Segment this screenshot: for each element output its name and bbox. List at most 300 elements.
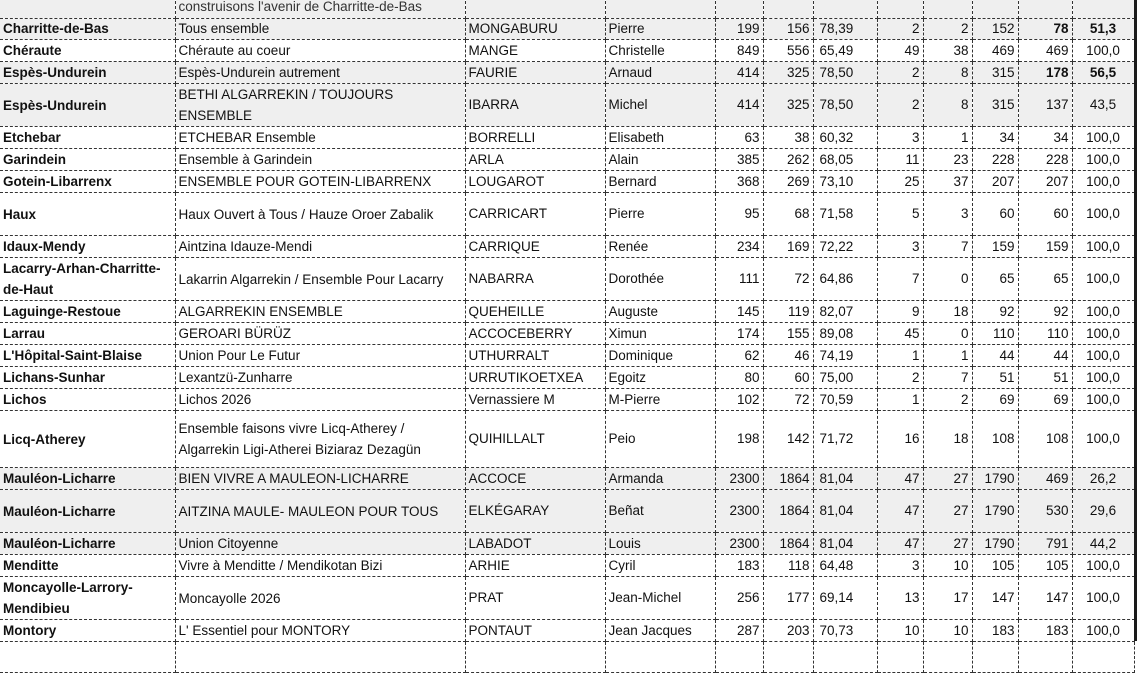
votes-cell: 469 — [1018, 468, 1072, 490]
registered-cell: 199 — [715, 19, 763, 40]
candidate-lastname-cell: PONTAUT — [465, 620, 605, 642]
null-votes-cell: 2 — [923, 19, 972, 40]
candidate-lastname-cell: Vernassiere M — [465, 389, 605, 411]
turnout-cell: 72,22 — [813, 236, 877, 258]
voters-cell: 72 — [763, 389, 813, 411]
list-name-cell: Vivre à Menditte / Mendikotan Bizi — [175, 555, 465, 577]
expressed-votes-cell: 152 — [972, 19, 1018, 40]
candidate-firstname-cell: Armanda — [605, 468, 715, 490]
vote-percent-cell: 51,3 — [1072, 19, 1134, 40]
registered-cell: 95 — [715, 193, 763, 236]
blank-votes-cell: 13 — [877, 577, 923, 620]
blank-votes-cell: 3 — [877, 127, 923, 149]
expressed-votes-cell: 183 — [972, 620, 1018, 642]
blank-votes-cell: 45 — [877, 323, 923, 345]
voters-cell — [763, 0, 813, 19]
vote-percent-cell: 43,5 — [1072, 84, 1134, 127]
turnout-cell: 81,04 — [813, 490, 877, 533]
turnout-cell: 65,49 — [813, 40, 877, 62]
candidate-firstname-cell: Dorothée — [605, 258, 715, 301]
list-name-cell: Moncayolle 2026 — [175, 577, 465, 620]
candidate-lastname-cell: URRUTIKOETXEA — [465, 367, 605, 389]
commune-cell: Lichans-Sunhar — [0, 367, 175, 389]
blank-votes-cell: 11 — [877, 149, 923, 171]
voters-cell: 38 — [763, 127, 813, 149]
candidate-lastname-cell: ARHIE — [465, 555, 605, 577]
blank-votes-cell: 47 — [877, 468, 923, 490]
table-row — [0, 468, 1134, 490]
candidate-lastname-cell — [465, 0, 605, 19]
turnout-cell: 60,32 — [813, 127, 877, 149]
commune-cell: Gotein-Libarrenx — [0, 171, 175, 193]
table-row — [0, 389, 1134, 411]
candidate-firstname-cell: Egoitz — [605, 367, 715, 389]
expressed-votes-cell: 315 — [972, 84, 1018, 127]
list-name-cell: Ensemble faisons vivre Licq-Atherey / Algarrekin Ligi-Atherei Biziaraz Dezagün — [175, 411, 465, 468]
candidate-firstname-cell: Ximun — [605, 323, 715, 345]
null-votes-cell: 10 — [923, 620, 972, 642]
turnout-cell: 68,05 — [813, 149, 877, 171]
blank-votes-cell: 7 — [877, 258, 923, 301]
null-votes-cell: 18 — [923, 301, 972, 323]
expressed-votes-cell: 44 — [972, 345, 1018, 367]
blank-votes-cell: 49 — [877, 40, 923, 62]
table-row — [0, 620, 1134, 642]
list-name-cell: Lichos 2026 — [175, 389, 465, 411]
registered-cell: 145 — [715, 301, 763, 323]
null-votes-cell: 10 — [923, 555, 972, 577]
blank-votes-cell: 5 — [877, 193, 923, 236]
table-row — [0, 301, 1134, 323]
candidate-firstname-cell: Auguste — [605, 301, 715, 323]
expressed-votes-cell: 65 — [972, 258, 1018, 301]
voters-cell: 142 — [763, 411, 813, 468]
vote-percent-cell: 100,0 — [1072, 367, 1134, 389]
candidate-lastname-cell: ELKÉGARAY — [465, 490, 605, 533]
blank-votes-cell: 47 — [877, 490, 923, 533]
candidate-firstname-cell: Dominique — [605, 345, 715, 367]
turnout-cell: 70,73 — [813, 620, 877, 642]
voters-cell: 556 — [763, 40, 813, 62]
turnout-cell: 78,50 — [813, 62, 877, 84]
vote-percent-cell: 100,0 — [1072, 411, 1134, 468]
expressed-votes-cell: 105 — [972, 555, 1018, 577]
null-votes-cell: 8 — [923, 84, 972, 127]
commune-cell: Garindein — [0, 149, 175, 171]
candidate-lastname-cell: LOUGAROT — [465, 171, 605, 193]
blank-votes-cell: 16 — [877, 411, 923, 468]
expressed-votes-cell: 1790 — [972, 533, 1018, 555]
commune-cell: Larrau — [0, 323, 175, 345]
registered-cell: 414 — [715, 62, 763, 84]
list-name-cell: Aintzina Idauze-Mendi — [175, 236, 465, 258]
commune-cell: Etchebar — [0, 127, 175, 149]
turnout-cell: 69,14 — [813, 577, 877, 620]
null-votes-cell: 27 — [923, 490, 972, 533]
blank-votes-cell — [877, 642, 923, 673]
list-name-cell: L' Essentiel pour MONTORY — [175, 620, 465, 642]
blank-votes-cell: 2 — [877, 62, 923, 84]
commune-cell: Espès-Undurein — [0, 62, 175, 84]
blank-votes-cell: 1 — [877, 389, 923, 411]
table-row — [0, 62, 1134, 84]
votes-cell: 530 — [1018, 490, 1072, 533]
candidate-firstname-cell: Pierre — [605, 19, 715, 40]
registered-cell: 385 — [715, 149, 763, 171]
vote-percent-cell — [1072, 0, 1134, 19]
registered-cell: 183 — [715, 555, 763, 577]
turnout-cell: 64,86 — [813, 258, 877, 301]
blank-votes-cell: 3 — [877, 555, 923, 577]
turnout-cell: 71,58 — [813, 193, 877, 236]
expressed-votes-cell: 60 — [972, 193, 1018, 236]
expressed-votes-cell: 51 — [972, 367, 1018, 389]
candidate-lastname-cell: ACCOCE — [465, 468, 605, 490]
list-name-cell: AITZINA MAULE- MAULEON POUR TOUS — [175, 490, 465, 533]
votes-cell: 44 — [1018, 345, 1072, 367]
expressed-votes-cell: 1790 — [972, 490, 1018, 533]
vote-percent-cell: 100,0 — [1072, 171, 1134, 193]
candidate-lastname-cell: BORRELLI — [465, 127, 605, 149]
table-row — [0, 258, 1134, 301]
commune-cell: Chéraute — [0, 40, 175, 62]
expressed-votes-cell: 159 — [972, 236, 1018, 258]
expressed-votes-cell: 69 — [972, 389, 1018, 411]
commune-cell: Moncayolle-Larrory-Mendibieu — [0, 577, 175, 620]
expressed-votes-cell: 207 — [972, 171, 1018, 193]
candidate-lastname-cell: ARLA — [465, 149, 605, 171]
list-name-cell: construisons l'avenir de Charritte-de-Bas — [175, 0, 465, 19]
null-votes-cell: 27 — [923, 468, 972, 490]
expressed-votes-cell — [972, 642, 1018, 673]
turnout-cell — [813, 642, 877, 673]
table-row — [0, 345, 1134, 367]
vote-percent-cell — [1072, 642, 1134, 673]
commune-cell: Laguinge-Restoue — [0, 301, 175, 323]
registered-cell: 63 — [715, 127, 763, 149]
list-name-cell: Union Pour Le Futur — [175, 345, 465, 367]
vote-percent-cell: 100,0 — [1072, 620, 1134, 642]
candidate-lastname-cell: MANGE — [465, 40, 605, 62]
expressed-votes-cell — [972, 0, 1018, 19]
votes-cell: 60 — [1018, 193, 1072, 236]
candidate-lastname-cell — [465, 642, 605, 673]
blank-votes-cell: 2 — [877, 19, 923, 40]
candidate-firstname-cell: M-Pierre — [605, 389, 715, 411]
expressed-votes-cell: 108 — [972, 411, 1018, 468]
voters-cell: 325 — [763, 62, 813, 84]
table-row — [0, 367, 1134, 389]
null-votes-cell: 1 — [923, 345, 972, 367]
null-votes-cell: 27 — [923, 533, 972, 555]
commune-cell: Menditte — [0, 555, 175, 577]
expressed-votes-cell: 469 — [972, 40, 1018, 62]
vote-percent-cell: 26,2 — [1072, 468, 1134, 490]
candidate-lastname-cell: LABADOT — [465, 533, 605, 555]
vote-percent-cell: 100,0 — [1072, 323, 1134, 345]
vote-percent-cell: 100,0 — [1072, 40, 1134, 62]
commune-cell: Haux — [0, 193, 175, 236]
sheet-right-border — [1134, 0, 1137, 641]
expressed-votes-cell: 110 — [972, 323, 1018, 345]
turnout-cell: 64,48 — [813, 555, 877, 577]
candidate-lastname-cell: CARRICART — [465, 193, 605, 236]
blank-votes-cell: 10 — [877, 620, 923, 642]
candidate-firstname-cell: Pierre — [605, 193, 715, 236]
commune-cell: Charritte-de-Bas — [0, 19, 175, 40]
voters-cell: 203 — [763, 620, 813, 642]
candidate-firstname-cell: Arnaud — [605, 62, 715, 84]
voters-cell: 72 — [763, 258, 813, 301]
expressed-votes-cell: 147 — [972, 577, 1018, 620]
list-name-cell: BETHI ALGARREKIN / TOUJOURS ENSEMBLE — [175, 84, 465, 127]
voters-cell: 68 — [763, 193, 813, 236]
null-votes-cell: 1 — [923, 127, 972, 149]
turnout-cell — [813, 0, 877, 19]
list-name-cell: Lakarrin Algarrekin / Ensemble Pour Lacarry — [175, 258, 465, 301]
null-votes-cell: 23 — [923, 149, 972, 171]
candidate-firstname-cell: Elisabeth — [605, 127, 715, 149]
voters-cell: 118 — [763, 555, 813, 577]
commune-cell: Lacarry-Arhan-Charritte-de-Haut — [0, 258, 175, 301]
turnout-cell: 74,19 — [813, 345, 877, 367]
turnout-cell: 78,50 — [813, 84, 877, 127]
turnout-cell: 73,10 — [813, 171, 877, 193]
list-name-cell: Chéraute au coeur — [175, 40, 465, 62]
candidate-lastname-cell: CARRIQUE — [465, 236, 605, 258]
commune-cell — [0, 642, 175, 673]
null-votes-cell: 0 — [923, 258, 972, 301]
registered-cell: 111 — [715, 258, 763, 301]
registered-cell: 80 — [715, 367, 763, 389]
null-votes-cell: 7 — [923, 236, 972, 258]
list-name-cell: ETCHEBAR Ensemble — [175, 127, 465, 149]
list-name-cell: Ensemble à Garindein — [175, 149, 465, 171]
table-row — [0, 323, 1134, 345]
voters-cell: 156 — [763, 19, 813, 40]
vote-percent-cell: 100,0 — [1072, 127, 1134, 149]
votes-cell: 34 — [1018, 127, 1072, 149]
votes-cell: 137 — [1018, 84, 1072, 127]
list-name-cell: ALGARREKIN ENSEMBLE — [175, 301, 465, 323]
registered-cell: 102 — [715, 389, 763, 411]
blank-votes-cell: 2 — [877, 367, 923, 389]
registered-cell: 287 — [715, 620, 763, 642]
voters-cell: 46 — [763, 345, 813, 367]
votes-cell: 469 — [1018, 40, 1072, 62]
table-row — [0, 642, 1134, 673]
candidate-firstname-cell: Cyril — [605, 555, 715, 577]
null-votes-cell: 7 — [923, 367, 972, 389]
commune-cell: Montory — [0, 620, 175, 642]
table-row — [0, 555, 1134, 577]
null-votes-cell: 38 — [923, 40, 972, 62]
list-name-cell: Tous ensemble — [175, 19, 465, 40]
candidate-firstname-cell: Renée — [605, 236, 715, 258]
candidate-firstname-cell: Beñat — [605, 490, 715, 533]
candidate-firstname-cell: Bernard — [605, 171, 715, 193]
registered-cell: 234 — [715, 236, 763, 258]
turnout-cell: 70,59 — [813, 389, 877, 411]
list-name-cell — [175, 642, 465, 673]
vote-percent-cell: 100,0 — [1072, 193, 1134, 236]
turnout-cell: 89,08 — [813, 323, 877, 345]
null-votes-cell: 8 — [923, 62, 972, 84]
voters-cell: 262 — [763, 149, 813, 171]
vote-percent-cell: 56,5 — [1072, 62, 1134, 84]
candidate-lastname-cell: UTHURRALT — [465, 345, 605, 367]
votes-cell: 159 — [1018, 236, 1072, 258]
voters-cell: 177 — [763, 577, 813, 620]
commune-cell — [0, 0, 175, 19]
candidate-lastname-cell: NABARRA — [465, 258, 605, 301]
blank-votes-cell — [877, 0, 923, 19]
list-name-cell: Lexantzü-Zunharre — [175, 367, 465, 389]
commune-cell: Mauléon-Licharre — [0, 468, 175, 490]
votes-cell: 51 — [1018, 367, 1072, 389]
blank-votes-cell: 9 — [877, 301, 923, 323]
table-row — [0, 411, 1134, 468]
commune-cell: L'Hôpital-Saint-Blaise — [0, 345, 175, 367]
voters-cell: 155 — [763, 323, 813, 345]
table-row — [0, 19, 1134, 40]
candidate-lastname-cell: QUEHEILLE — [465, 301, 605, 323]
turnout-cell: 71,72 — [813, 411, 877, 468]
blank-votes-cell: 25 — [877, 171, 923, 193]
vote-percent-cell: 100,0 — [1072, 389, 1134, 411]
list-name-cell: BIEN VIVRE A MAULEON-LICHARRE — [175, 468, 465, 490]
expressed-votes-cell: 92 — [972, 301, 1018, 323]
vote-percent-cell: 100,0 — [1072, 577, 1134, 620]
commune-cell: Mauléon-Licharre — [0, 490, 175, 533]
vote-percent-cell: 29,6 — [1072, 490, 1134, 533]
list-name-cell: Union Citoyenne — [175, 533, 465, 555]
candidate-firstname-cell: Louis — [605, 533, 715, 555]
voters-cell: 1864 — [763, 490, 813, 533]
voters-cell: 119 — [763, 301, 813, 323]
votes-cell: 228 — [1018, 149, 1072, 171]
registered-cell: 256 — [715, 577, 763, 620]
table-row — [0, 533, 1134, 555]
votes-cell: 178 — [1018, 62, 1072, 84]
registered-cell: 174 — [715, 323, 763, 345]
blank-votes-cell: 47 — [877, 533, 923, 555]
candidate-firstname-cell: Jean Jacques — [605, 620, 715, 642]
registered-cell — [715, 0, 763, 19]
voters-cell: 169 — [763, 236, 813, 258]
candidate-firstname-cell: Jean-Michel — [605, 577, 715, 620]
table-row — [0, 577, 1134, 620]
registered-cell: 2300 — [715, 468, 763, 490]
candidate-firstname-cell — [605, 642, 715, 673]
candidate-firstname-cell: Peio — [605, 411, 715, 468]
candidate-firstname-cell: Michel — [605, 84, 715, 127]
candidate-firstname-cell: Christelle — [605, 40, 715, 62]
candidate-lastname-cell: MONGABURU — [465, 19, 605, 40]
expressed-votes-cell: 34 — [972, 127, 1018, 149]
vote-percent-cell: 44,2 — [1072, 533, 1134, 555]
votes-cell: 69 — [1018, 389, 1072, 411]
votes-cell: 147 — [1018, 577, 1072, 620]
turnout-cell: 81,04 — [813, 468, 877, 490]
table-row — [0, 149, 1134, 171]
vote-percent-cell: 100,0 — [1072, 555, 1134, 577]
null-votes-cell — [923, 642, 972, 673]
votes-cell — [1018, 642, 1072, 673]
votes-cell: 65 — [1018, 258, 1072, 301]
candidate-firstname-cell — [605, 0, 715, 19]
candidate-lastname-cell: ACCOCEBERRY — [465, 323, 605, 345]
blank-votes-cell: 2 — [877, 84, 923, 127]
vote-percent-cell: 100,0 — [1072, 301, 1134, 323]
expressed-votes-cell: 1790 — [972, 468, 1018, 490]
vote-percent-cell: 100,0 — [1072, 149, 1134, 171]
null-votes-cell: 2 — [923, 389, 972, 411]
null-votes-cell: 18 — [923, 411, 972, 468]
candidate-lastname-cell: PRAT — [465, 577, 605, 620]
blank-votes-cell: 3 — [877, 236, 923, 258]
null-votes-cell: 17 — [923, 577, 972, 620]
table-row — [0, 193, 1134, 236]
registered-cell: 368 — [715, 171, 763, 193]
commune-cell: Licq-Atherey — [0, 411, 175, 468]
votes-cell: 183 — [1018, 620, 1072, 642]
table-row — [0, 171, 1134, 193]
list-name-cell: ENSEMBLE POUR GOTEIN-LIBARRENX — [175, 171, 465, 193]
vote-percent-cell: 100,0 — [1072, 345, 1134, 367]
votes-cell: 92 — [1018, 301, 1072, 323]
expressed-votes-cell: 315 — [972, 62, 1018, 84]
registered-cell: 849 — [715, 40, 763, 62]
commune-cell: Lichos — [0, 389, 175, 411]
table-row — [0, 40, 1134, 62]
voters-cell: 1864 — [763, 533, 813, 555]
table-row — [0, 0, 1134, 19]
votes-cell: 108 — [1018, 411, 1072, 468]
null-votes-cell — [923, 0, 972, 19]
registered-cell — [715, 642, 763, 673]
votes-cell: 110 — [1018, 323, 1072, 345]
blank-votes-cell: 1 — [877, 345, 923, 367]
list-name-cell: Espès-Undurein autrement — [175, 62, 465, 84]
candidate-lastname-cell: FAURIE — [465, 62, 605, 84]
turnout-cell: 82,07 — [813, 301, 877, 323]
vote-percent-cell: 100,0 — [1072, 236, 1134, 258]
vote-percent-cell: 100,0 — [1072, 258, 1134, 301]
voters-cell: 1864 — [763, 468, 813, 490]
voters-cell: 269 — [763, 171, 813, 193]
list-name-cell: GEROARI BÜRÜZ — [175, 323, 465, 345]
registered-cell: 198 — [715, 411, 763, 468]
registered-cell: 62 — [715, 345, 763, 367]
commune-cell: Idaux-Mendy — [0, 236, 175, 258]
candidate-lastname-cell: IBARRA — [465, 84, 605, 127]
candidate-lastname-cell: QUIHILLALT — [465, 411, 605, 468]
expressed-votes-cell: 228 — [972, 149, 1018, 171]
null-votes-cell: 37 — [923, 171, 972, 193]
table-row — [0, 490, 1134, 533]
votes-cell: 105 — [1018, 555, 1072, 577]
turnout-cell: 78,39 — [813, 19, 877, 40]
votes-cell — [1018, 0, 1072, 19]
votes-cell: 791 — [1018, 533, 1072, 555]
table-row — [0, 127, 1134, 149]
table-row — [0, 236, 1134, 258]
candidate-firstname-cell: Alain — [605, 149, 715, 171]
commune-cell: Espès-Undurein — [0, 84, 175, 127]
votes-cell: 78 — [1018, 19, 1072, 40]
registered-cell: 414 — [715, 84, 763, 127]
